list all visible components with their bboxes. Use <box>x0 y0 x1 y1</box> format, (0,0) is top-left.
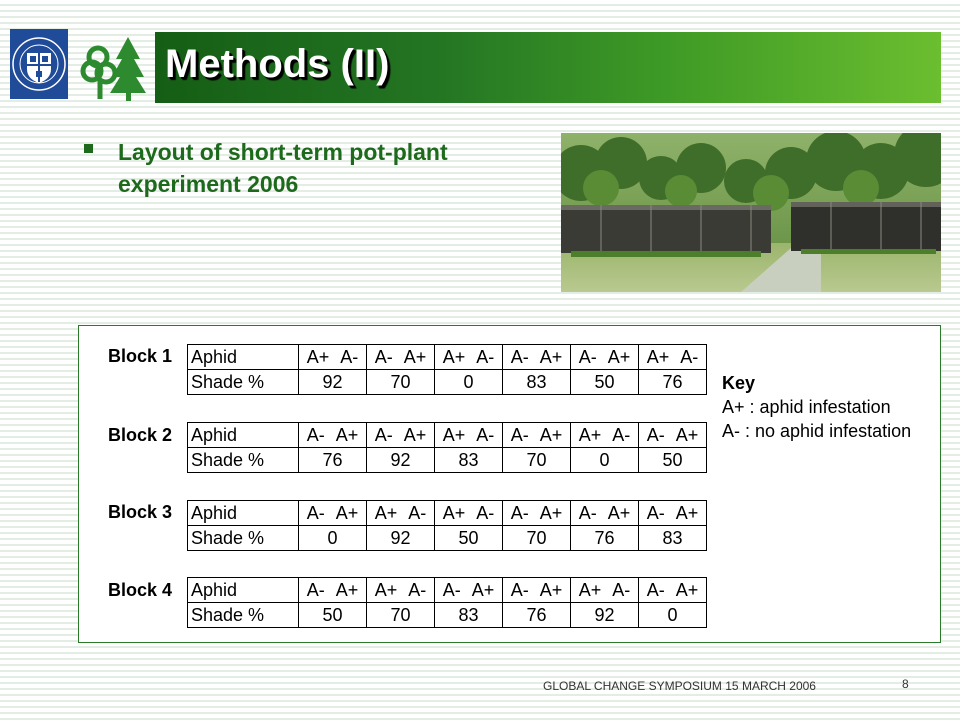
shade-cell: 92 <box>571 603 639 628</box>
key-line: A- : no aphid infestation <box>722 421 912 441</box>
aphid-cell: A+ A- <box>639 345 707 370</box>
shade-cell: 92 <box>299 370 367 395</box>
shade-cell: 83 <box>435 448 503 473</box>
table-row <box>188 501 707 526</box>
shade-cell: 92 <box>367 526 435 551</box>
aphid-cell: A+ A- <box>367 501 435 526</box>
row-label: Shade % <box>188 603 299 628</box>
shade-cell: 0 <box>571 448 639 473</box>
table-row <box>188 578 707 603</box>
row-label: Shade % <box>188 526 299 551</box>
footer-text: GLOBAL CHANGE SYMPOSIUM 15 MARCH 2006 <box>543 679 816 693</box>
aphid-cell: A- A+ <box>299 501 367 526</box>
aphid-cell: A- A+ <box>503 578 571 603</box>
aphid-cell: A- A+ <box>639 578 707 603</box>
aphid-cell: A+ A- <box>571 423 639 448</box>
shade-cell: 76 <box>571 526 639 551</box>
legend-key <box>722 371 911 443</box>
shade-cell: 76 <box>299 448 367 473</box>
key-title: Key <box>722 373 756 393</box>
aphid-cell: A+ A- <box>299 345 367 370</box>
table-row <box>188 448 707 473</box>
shade-cell: 92 <box>367 448 435 473</box>
block-3-table <box>187 500 707 551</box>
table-row <box>188 603 707 628</box>
aphid-cell: A- A+ <box>571 501 639 526</box>
shade-cell: 70 <box>367 603 435 628</box>
aphid-cell: A+ A- <box>435 345 503 370</box>
aphid-cell: A- A+ <box>639 423 707 448</box>
experiment-photo <box>561 133 941 292</box>
block-2-label: Block 2 <box>108 425 173 445</box>
shade-cell: 0 <box>299 526 367 551</box>
block-4-label: Block 4 <box>108 580 173 600</box>
aphid-cell: A- A+ <box>639 501 707 526</box>
aphid-cell: A- A+ <box>503 423 571 448</box>
row-label: Shade % <box>188 370 299 395</box>
shade-cell: 83 <box>639 526 707 551</box>
table-row <box>188 526 707 551</box>
title-bar <box>155 32 941 103</box>
shade-cell: 76 <box>639 370 707 395</box>
shade-cell: 50 <box>299 603 367 628</box>
aphid-cell: A+ A- <box>367 578 435 603</box>
experiment-layout-diagram <box>78 325 941 643</box>
table-row <box>188 370 707 395</box>
shade-cell: 50 <box>571 370 639 395</box>
aphid-cell: A- A+ <box>571 345 639 370</box>
bullet-text: Layout of short-term pot-plant experiment 2006 <box>118 139 448 197</box>
row-label: Aphid <box>188 578 299 603</box>
tree-logo-icon <box>80 33 150 103</box>
shade-cell: 70 <box>503 526 571 551</box>
key-line: A+ : aphid infestation <box>722 397 891 417</box>
aphid-cell: A- A+ <box>503 345 571 370</box>
shade-cell: 83 <box>435 603 503 628</box>
shade-cell: 0 <box>639 603 707 628</box>
row-label: Aphid <box>188 501 299 526</box>
page-number: 8 <box>902 677 909 691</box>
block-2-table <box>187 422 707 473</box>
block-4-table <box>187 577 707 628</box>
square-bullet-icon <box>84 144 93 153</box>
shade-cell: 50 <box>639 448 707 473</box>
table-row <box>188 423 707 448</box>
shade-cell: 0 <box>435 370 503 395</box>
aphid-cell: A- A+ <box>503 501 571 526</box>
shade-cell: 70 <box>503 448 571 473</box>
block-3-label: Block 3 <box>108 502 173 522</box>
block-1-label: Block 1 <box>108 346 173 366</box>
shade-cell: 83 <box>503 370 571 395</box>
row-label: Shade % <box>188 448 299 473</box>
aphid-cell: A- A+ <box>367 423 435 448</box>
table-row <box>188 345 707 370</box>
aphid-cell: A- A+ <box>299 423 367 448</box>
row-label: Aphid <box>188 423 299 448</box>
aphid-cell: A+ A- <box>435 501 503 526</box>
aphid-cell: A- A+ <box>367 345 435 370</box>
aphid-cell: A+ A- <box>435 423 503 448</box>
shade-cell: 76 <box>503 603 571 628</box>
shade-cell: 50 <box>435 526 503 551</box>
row-label: Aphid <box>188 345 299 370</box>
aphid-cell: A- A+ <box>299 578 367 603</box>
aphid-cell: A+ A- <box>571 578 639 603</box>
slide-title: Methods (II) <box>165 42 390 86</box>
university-crest-icon <box>10 29 68 99</box>
block-1-table <box>187 344 707 395</box>
aphid-cell: A- A+ <box>435 578 503 603</box>
shade-cell: 70 <box>367 370 435 395</box>
